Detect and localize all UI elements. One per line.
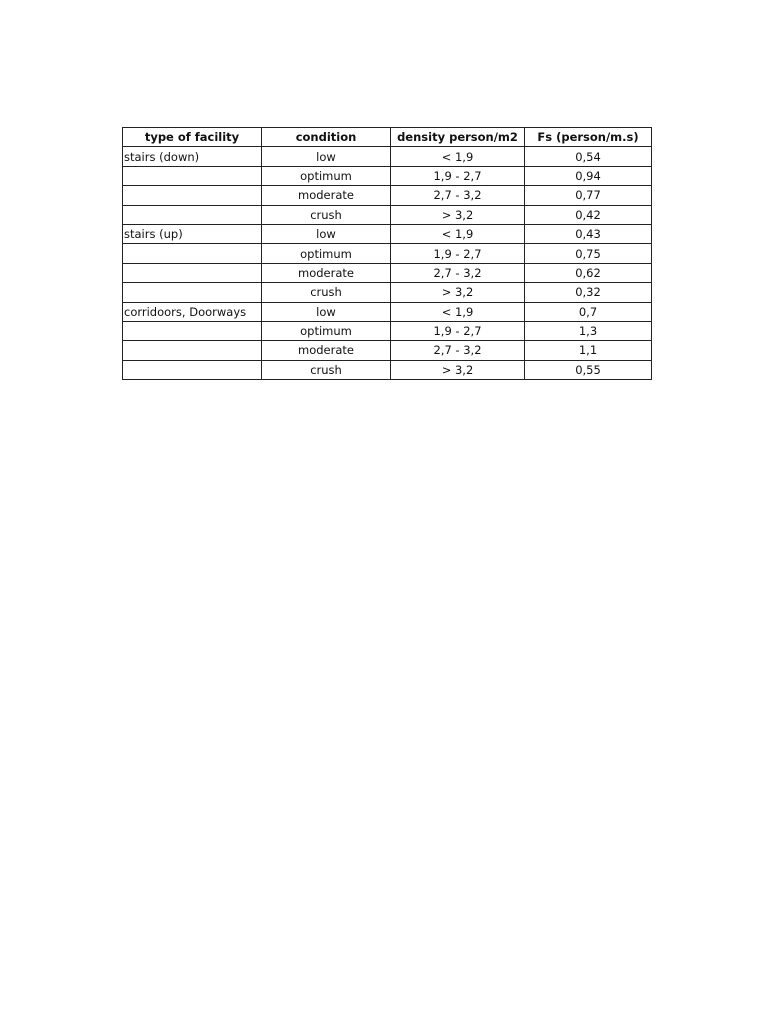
cell-flow-rate: 1,3 — [525, 321, 652, 340]
cell-flow-rate: 0,32 — [525, 283, 652, 302]
cell-density: 1,9 - 2,7 — [391, 244, 525, 263]
cell-density: > 3,2 — [391, 360, 525, 379]
table-row — [123, 244, 652, 263]
cell-flow-rate: 0,42 — [525, 205, 652, 224]
cell-density: > 3,2 — [391, 283, 525, 302]
cell-facility — [123, 166, 262, 185]
cell-flow-rate: 0,94 — [525, 166, 652, 185]
header-flow-rate: Fs (person/m.s) — [525, 128, 652, 147]
cell-facility — [123, 263, 262, 282]
cell-facility: corridoors, Doorways — [123, 302, 262, 321]
table-row — [123, 186, 652, 205]
header-density: density person/m2 — [391, 128, 525, 147]
cell-facility — [123, 360, 262, 379]
cell-facility — [123, 244, 262, 263]
table-row — [123, 166, 652, 185]
cell-condition: moderate — [262, 186, 391, 205]
cell-flow-rate: 0,62 — [525, 263, 652, 282]
cell-condition: moderate — [262, 341, 391, 360]
cell-flow-rate: 1,1 — [525, 341, 652, 360]
cell-flow-rate: 0,77 — [525, 186, 652, 205]
cell-facility — [123, 341, 262, 360]
cell-density: 2,7 - 3,2 — [391, 263, 525, 282]
cell-facility — [123, 321, 262, 340]
table-row — [123, 147, 652, 166]
cell-flow-rate: 0,7 — [525, 302, 652, 321]
cell-density: < 1,9 — [391, 224, 525, 243]
cell-condition: optimum — [262, 321, 391, 340]
cell-condition: crush — [262, 205, 391, 224]
table-header-row — [123, 128, 652, 147]
table-row — [123, 321, 652, 340]
cell-facility: stairs (down) — [123, 147, 262, 166]
cell-condition: optimum — [262, 244, 391, 263]
header-type-of-facility: type of facility — [123, 128, 262, 147]
cell-condition: optimum — [262, 166, 391, 185]
cell-condition: crush — [262, 283, 391, 302]
cell-facility — [123, 186, 262, 205]
table-row — [123, 224, 652, 243]
cell-density: > 3,2 — [391, 205, 525, 224]
cell-flow-rate: 0,75 — [525, 244, 652, 263]
table-row — [123, 302, 652, 321]
header-condition: condition — [262, 128, 391, 147]
cell-condition: low — [262, 224, 391, 243]
cell-condition: low — [262, 302, 391, 321]
cell-flow-rate: 0,54 — [525, 147, 652, 166]
cell-density: 2,7 - 3,2 — [391, 341, 525, 360]
cell-flow-rate: 0,55 — [525, 360, 652, 379]
cell-condition: low — [262, 147, 391, 166]
table-row — [123, 205, 652, 224]
cell-density: < 1,9 — [391, 147, 525, 166]
table-row — [123, 341, 652, 360]
cell-density: < 1,9 — [391, 302, 525, 321]
facility-flow-table — [122, 127, 652, 380]
cell-facility — [123, 205, 262, 224]
table-row — [123, 263, 652, 282]
table-row — [123, 360, 652, 379]
table-row — [123, 283, 652, 302]
cell-facility — [123, 283, 262, 302]
cell-condition: moderate — [262, 263, 391, 282]
cell-density: 1,9 - 2,7 — [391, 321, 525, 340]
cell-condition: crush — [262, 360, 391, 379]
cell-facility: stairs (up) — [123, 224, 262, 243]
spreadsheet-area — [122, 127, 652, 380]
cell-flow-rate: 0,43 — [525, 224, 652, 243]
cell-density: 2,7 - 3,2 — [391, 186, 525, 205]
cell-density: 1,9 - 2,7 — [391, 166, 525, 185]
